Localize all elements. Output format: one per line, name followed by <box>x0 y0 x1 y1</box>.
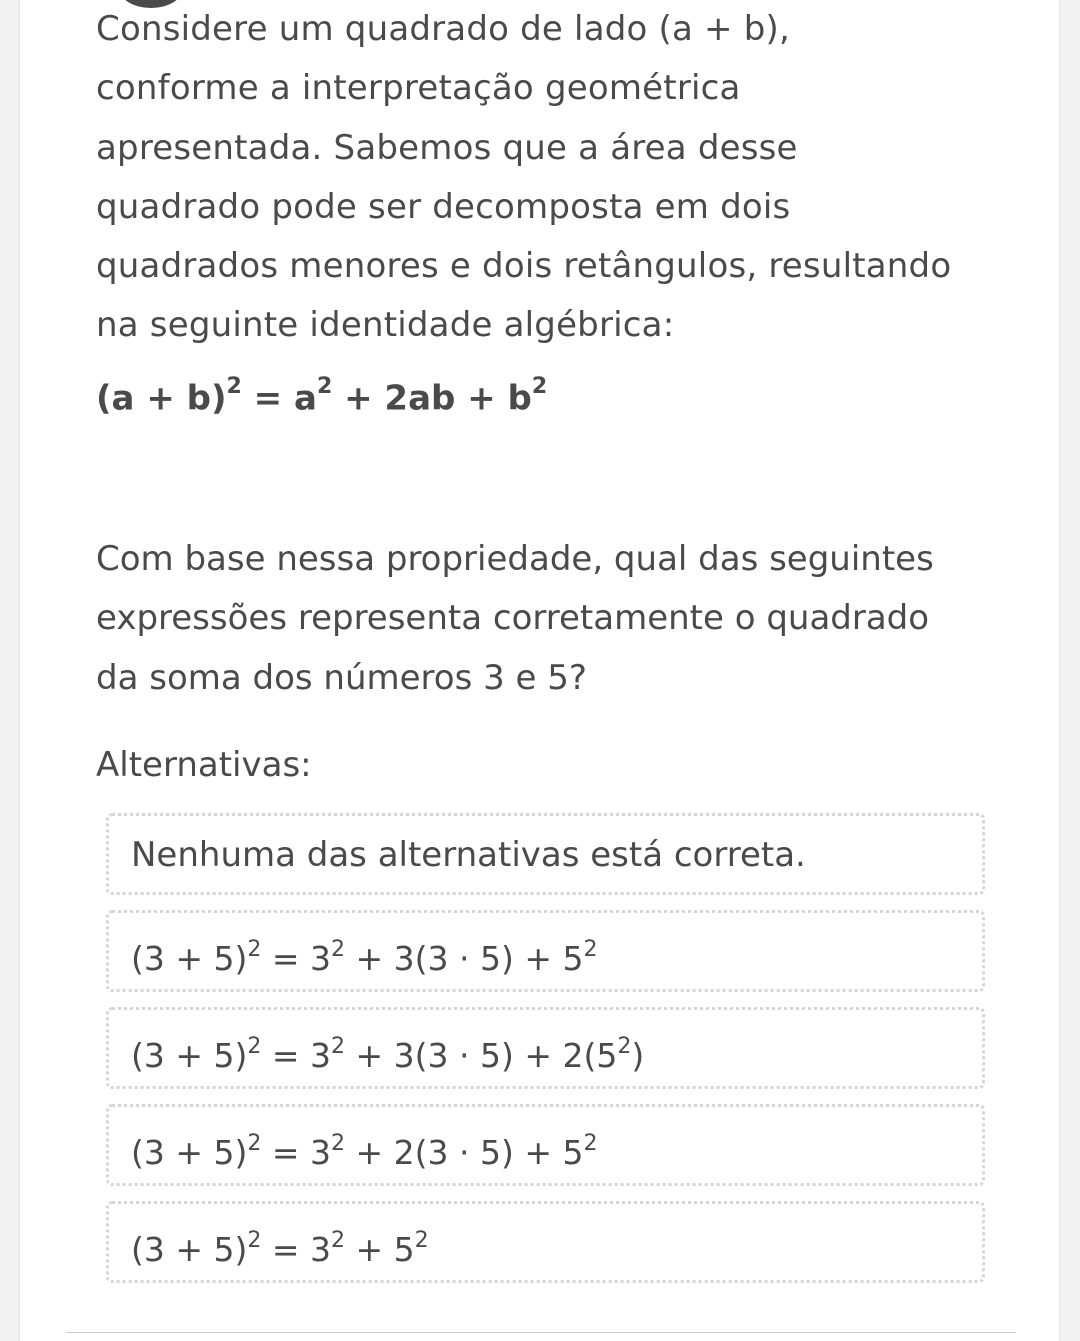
prompt-line: Com base nessa propriedade, qual das seguintes <box>96 539 934 579</box>
alternatives-title: Alternativas: <box>96 745 312 785</box>
option-expression: $(3 + 5)^2 = 3^2 + 5^2$ <box>131 1228 429 1269</box>
option-d[interactable] <box>106 1104 985 1186</box>
option-text: Nenhuma das alternativas está correta. <box>131 835 806 875</box>
option-e[interactable] <box>106 1201 985 1283</box>
option-expression: $(3 + 5)^2 = 3^2 + 2(3 \cdot 5) + 5^2$ <box>131 1131 598 1172</box>
question-line: conforme a interpretação geométrica <box>96 68 741 109</box>
question-card <box>19 0 1060 1341</box>
question-prompt <box>96 530 934 708</box>
question-line: quadrado pode ser decomposta em dois <box>96 186 791 227</box>
question-text <box>96 0 996 356</box>
option-expression: $(3 + 5)^2 = 3^2 + 3(3 \cdot 5) + 2(5^2)$ <box>131 1034 645 1075</box>
divider <box>66 1332 1016 1333</box>
question-line: quadrados menores e dois retângulos, resultando <box>96 246 952 287</box>
prompt-line: expressões representa corretamente o quadrado <box>96 598 930 639</box>
option-c[interactable] <box>106 1007 985 1089</box>
question-line: apresentada. Sabemos que a área desse <box>96 127 798 168</box>
question-line: Considere um quadrado de lado (a + b), <box>96 9 790 49</box>
option-b[interactable] <box>106 910 985 992</box>
identity-formula: $(a + b)^2 = a^2 + 2ab + b^2$ <box>96 374 548 419</box>
option-a[interactable] <box>106 813 985 895</box>
question-line: na seguinte identidade algébrica: <box>96 305 675 346</box>
prompt-line: da soma dos números 3 e 5? <box>96 657 587 698</box>
option-expression: $(3 + 5)^2 = 3^2 + 3(3 \cdot 5) + 5^2$ <box>131 937 598 978</box>
